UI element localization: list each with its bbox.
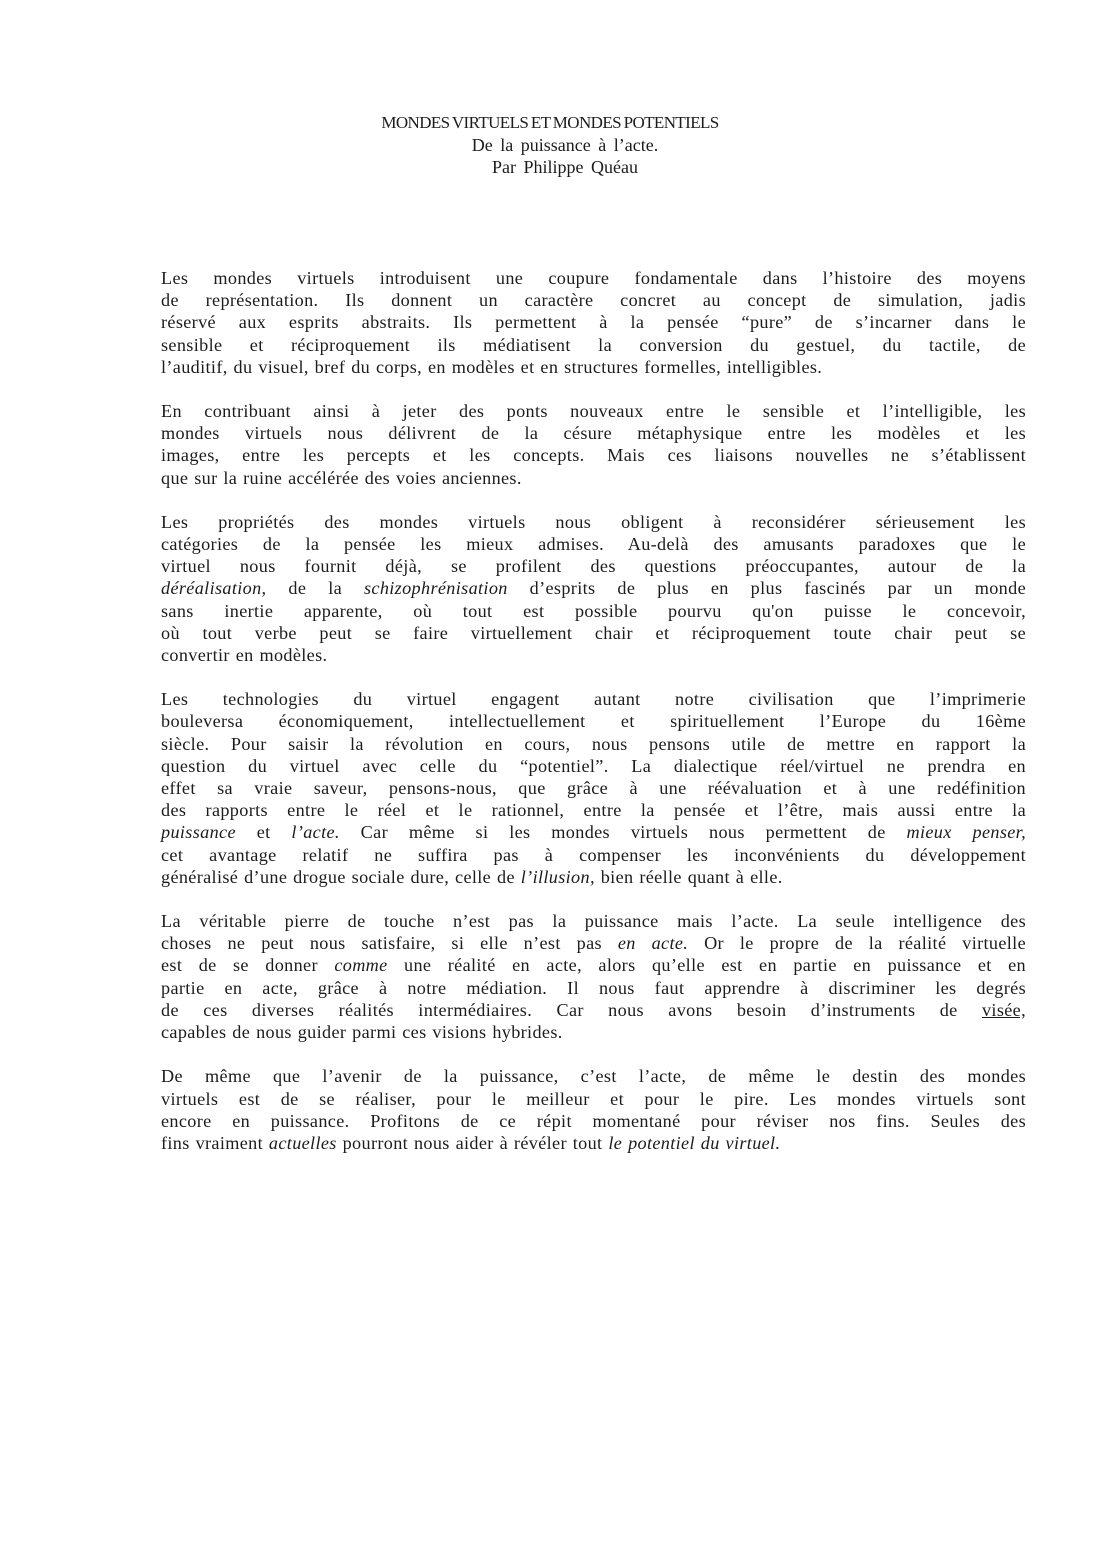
emphasis-text: mieux penser, <box>906 822 1026 843</box>
document-title: MONDES VIRTUELS ET MONDES POTENTIELS <box>381 113 719 132</box>
paragraph-line <box>161 555 1026 577</box>
paragraph-line <box>161 777 1026 799</box>
emphasis-text: actuelles <box>268 1132 337 1153</box>
paragraph-line <box>161 600 1026 622</box>
paragraph-line <box>161 1132 1026 1154</box>
text-run: bouleversa économiquement, intellectuellement et spirituellement l’Europe du 16ème <box>161 711 1026 732</box>
paragraph-line <box>161 422 1026 444</box>
text-run: cet avantage relatif ne suffira pas à compenser les inconvénients du développement <box>161 844 1026 865</box>
document-author: Par Philippe Quéau <box>492 157 638 177</box>
text-run: mondes virtuels nous délivrent de la césure métaphysique entre les modèles et les <box>161 423 1026 444</box>
paragraph <box>161 688 1026 888</box>
emphasis-text: le potentiel du virtuel. <box>608 1132 781 1153</box>
text-run: virtuels est de se réaliser, pour le meilleur et pour le pire. Les mondes virtuels sont <box>161 1088 1026 1109</box>
paragraph-line <box>161 289 1026 311</box>
emphasis-text: puissance <box>161 822 236 843</box>
text-run: d’esprits de plus en plus fascinés par un monde <box>507 578 1026 599</box>
paragraph-line <box>161 400 1026 422</box>
paragraph <box>161 511 1026 666</box>
text-run: Or le propre de la réalité virtuelle <box>688 933 1027 954</box>
paragraph-line <box>161 334 1026 356</box>
paragraph-line <box>161 799 1026 821</box>
emphasis-text: l’illusion, <box>520 866 595 887</box>
paragraph-line <box>161 311 1026 333</box>
paragraph-line <box>161 710 1026 732</box>
text-run: des rapports entre le réel et le rationnel, entre la pensée et l’être, mais aussi entre la <box>161 800 1026 821</box>
text-run: de représentation. Ils donnent un caractère concret au concept de simulation, jadis <box>161 290 1026 311</box>
text-run: catégories de la pensée les mieux admises. Au-delà des amusants paradoxes que le <box>161 534 1026 555</box>
text-run: réservé aux esprits abstraits. Ils permettent à la pensée “pure” de s’incarner dans le <box>161 312 1026 333</box>
text-run: images, entre les percepts et les concepts. Mais ces liaisons nouvelles ne s’établissent <box>161 445 1026 466</box>
paragraph <box>161 267 1026 378</box>
text-run: En contribuant ainsi à jeter des ponts nouveaux entre le sensible et l’intelligible, les <box>161 401 1026 422</box>
text-run: fins vraiment <box>161 1132 269 1153</box>
text-run: virtuel nous fournit déjà, se profilent des questions préoccupantes, autour de la <box>161 556 1026 577</box>
paragraph-line <box>161 577 1026 599</box>
document-subtitle: De la puissance à l’acte. <box>471 135 659 155</box>
text-run: Les technologies du virtuel engagent autant notre civilisation que l’imprimerie <box>161 689 1026 710</box>
paragraph-line <box>161 954 1026 976</box>
text-run: une réalité en acte, alors qu’elle est en partie en puissance et en <box>387 955 1026 976</box>
text-run: bien réelle quant à elle. <box>594 866 783 887</box>
text-run: où tout verbe peut se faire virtuellement chair et réciproquement toute chair peut se <box>161 622 1026 643</box>
paragraph <box>161 1065 1026 1154</box>
underlined-text: visée, <box>981 999 1026 1020</box>
paragraph-line <box>161 533 1026 555</box>
text-run: l’auditif, du visuel, bref du corps, en modèles et en structures formelles, intelligibles. <box>161 356 823 377</box>
emphasis-text: comme <box>334 955 388 976</box>
text-run: question du virtuel avec celle du “potentiel”. La dialectique réel/virtuel ne prendra en <box>161 755 1026 776</box>
text-run: De même que l’avenir de la puissance, c’est l’acte, de même le destin des mondes <box>161 1066 1026 1087</box>
text-run: et <box>235 822 292 843</box>
paragraph-line <box>161 1088 1026 1110</box>
document-body <box>161 267 1026 1176</box>
emphasis-text: déréalisation, <box>161 578 267 599</box>
document-header <box>0 112 1100 178</box>
text-run: partie en acte, grâce à notre médiation. Il nous faut apprendre à discriminer les degrés <box>161 977 1026 998</box>
text-run: convertir en modèles. <box>161 645 328 666</box>
paragraph-line <box>161 688 1026 710</box>
text-run: de ces diverses réalités intermédiaires. Car nous avons besoin d’instruments de <box>161 999 982 1020</box>
text-run: Les mondes virtuels introduisent une coupure fondamentale dans l’histoire des moyens <box>161 268 1026 288</box>
text-run: siècle. Pour saisir la révolution en cours, nous pensons utile de mettre en rapport la <box>161 733 1026 754</box>
paragraph-line <box>161 467 1026 489</box>
paragraph-line <box>161 1110 1026 1132</box>
paragraph-line <box>161 1021 1026 1043</box>
text-run: sensible et réciproquement ils médiatisent la conversion du gestuel, du tactile, de <box>161 334 1026 355</box>
emphasis-text: en acte. <box>617 933 689 954</box>
text-run: capables de nous guider parmi ces visions hybrides. <box>161 1022 563 1043</box>
paragraph-line <box>161 844 1026 866</box>
text-run: La véritable pierre de touche n’est pas la puissance mais l’acte. La seule intelligence des <box>161 911 1026 932</box>
text-run: généralisé d’une drogue sociale dure, celle de <box>161 866 521 887</box>
paragraph-line <box>161 866 1026 888</box>
paragraph-line <box>161 644 1026 666</box>
paragraph-line <box>161 999 1026 1021</box>
paragraph-line <box>161 755 1026 777</box>
paragraph-line <box>161 977 1026 999</box>
paragraph-line <box>161 932 1026 954</box>
text-run: encore en puissance. Profitons de ce répit momentané pour réviser nos fins. Seules des <box>161 1110 1026 1131</box>
paragraph-line <box>161 622 1026 644</box>
paragraph <box>161 400 1026 489</box>
paragraph <box>161 910 1026 1043</box>
text-run: que sur la ruine accélérée des voies anciennes. <box>161 467 522 488</box>
text-run: effet sa vraie saveur, pensons-nous, que grâce à une réévaluation et à une redéfinition <box>161 778 1026 799</box>
text-run: est de se donner <box>161 955 335 976</box>
text-run: choses ne peut nous satisfaire, si elle n’est pas <box>161 933 618 954</box>
text-run: sans inertie apparente, où tout est possible pourvu qu'on puisse le concevoir, <box>161 600 1026 621</box>
text-run: de la <box>266 578 364 599</box>
paragraph-line <box>161 267 1026 289</box>
paragraph-line <box>161 511 1026 533</box>
emphasis-text: l’acte. <box>291 822 340 843</box>
paragraph-line <box>161 821 1026 843</box>
paragraph-line <box>161 733 1026 755</box>
paragraph-line <box>161 1065 1026 1087</box>
text-run: Car même si les mondes virtuels nous permettent de <box>339 822 907 843</box>
text-run: Les propriétés des mondes virtuels nous obligent à reconsidérer sérieusement les <box>161 511 1026 532</box>
paragraph-line <box>161 910 1026 932</box>
text-run: pourront nous aider à révéler tout <box>336 1132 609 1153</box>
paragraph-line <box>161 444 1026 466</box>
paragraph-line <box>161 356 1026 378</box>
emphasis-text: schizophrénisation <box>363 578 508 599</box>
